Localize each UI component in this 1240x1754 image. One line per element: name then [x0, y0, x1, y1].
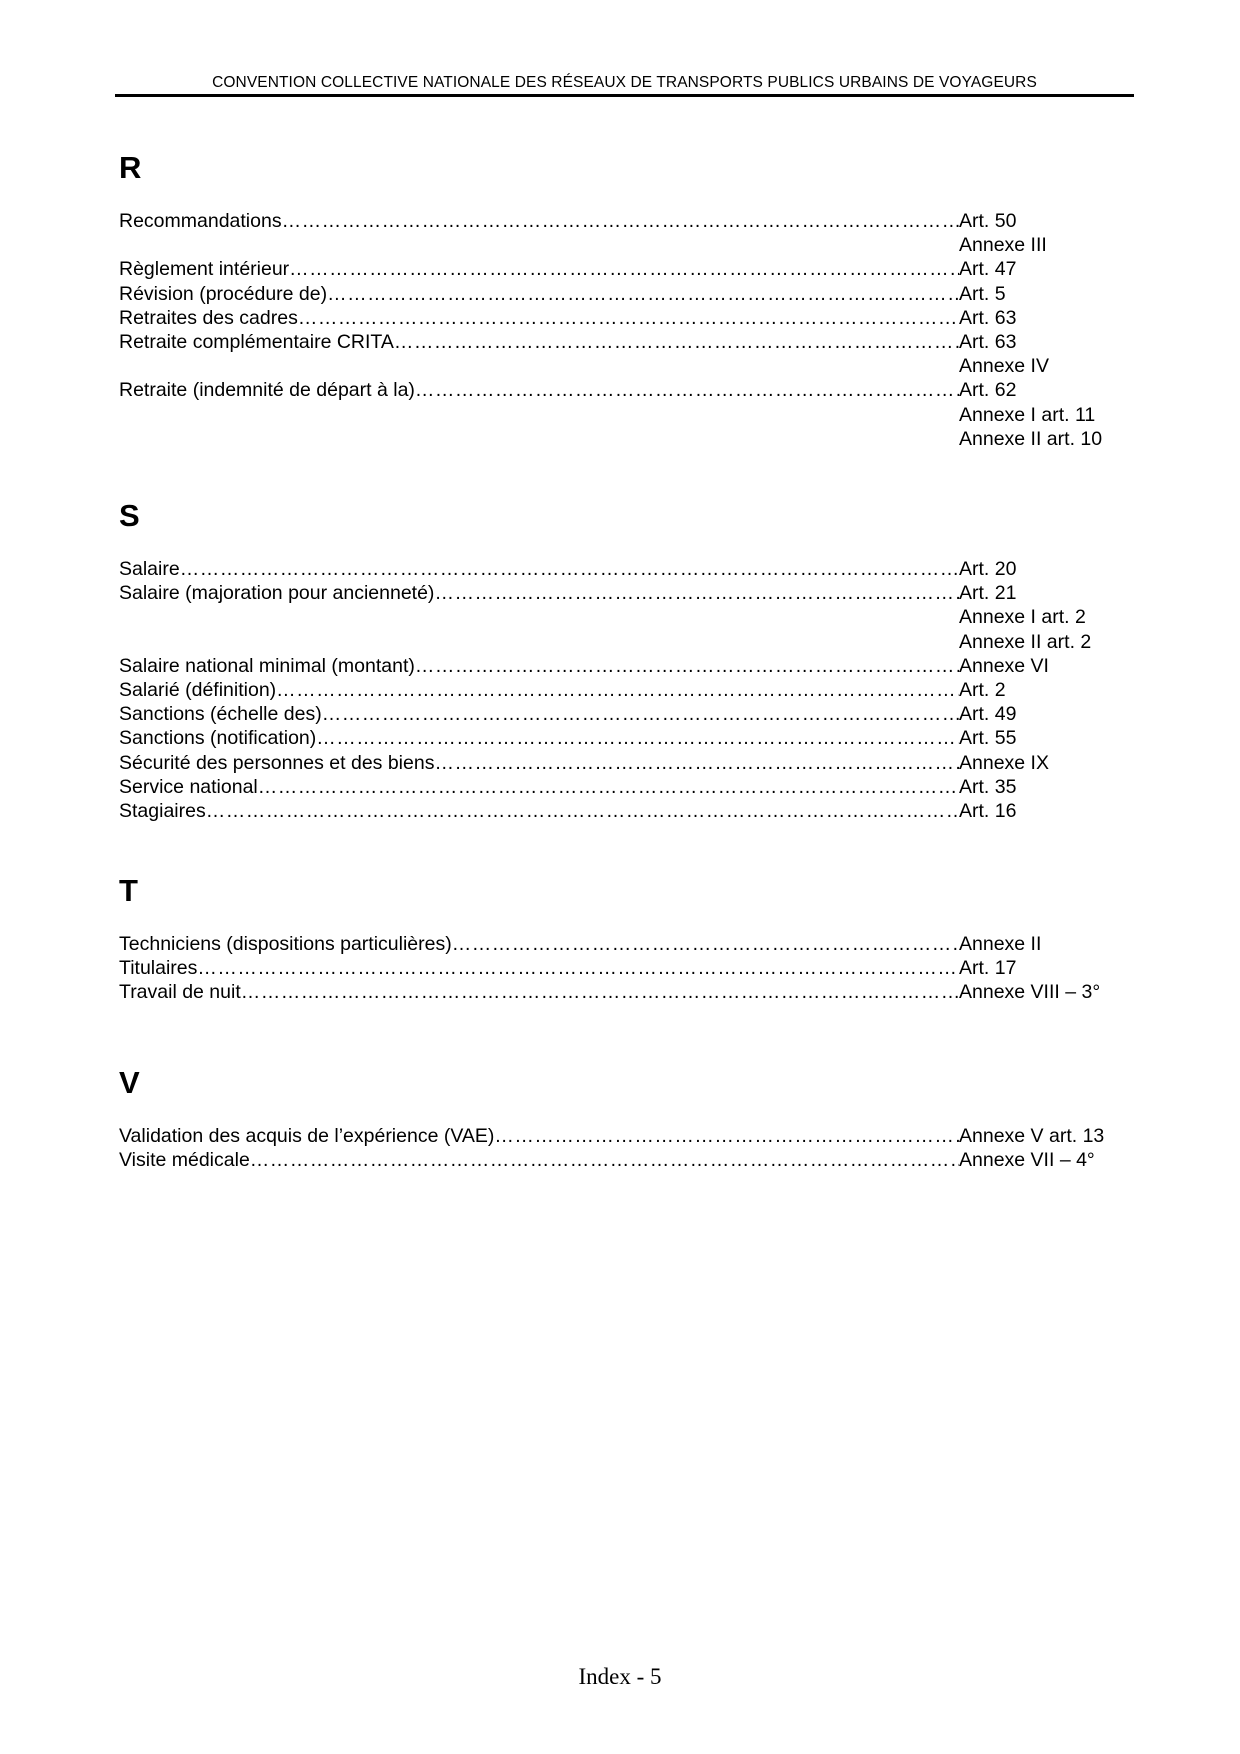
- entry-reference: Annexe II art. 10: [959, 427, 1103, 450]
- entry-reference: Annexe IV: [959, 355, 1049, 378]
- entry-term: Règlement intérieur: [119, 258, 290, 281]
- index-entries: [119, 557, 1119, 823]
- entry-reference: Art. 20: [959, 558, 1017, 580]
- index-entry: [119, 378, 1119, 402]
- entry-term: Sanctions (échelle des): [119, 703, 322, 726]
- entry-term: Recommandations: [119, 210, 282, 232]
- dot-leader: [415, 378, 959, 402]
- entry-reference: Art. 62: [959, 379, 1017, 402]
- entry-term: Service national: [119, 775, 258, 798]
- dot-leader: [415, 654, 959, 678]
- entry-reference: Art. 17: [959, 957, 1017, 980]
- index-entry: [119, 330, 1119, 354]
- entry-reference: Art. 49: [959, 703, 1017, 726]
- index-entry: [119, 581, 1119, 605]
- dot-leader: [180, 557, 959, 581]
- entry-term: Techniciens (dispositions particulières): [119, 933, 452, 955]
- entry-reference: Annexe II: [959, 933, 1042, 955]
- index-entry: [119, 282, 1119, 306]
- dot-leader: [258, 775, 959, 799]
- entry-reference: Annexe II art. 2: [959, 630, 1092, 653]
- entry-term: Révision (procédure de): [119, 282, 328, 305]
- dot-leader: [206, 799, 959, 823]
- index-entry: [119, 1148, 1119, 1172]
- entry-term: Visite médicale: [119, 1149, 250, 1172]
- entry-reference: Annexe III: [959, 234, 1047, 257]
- index-entry-continuation: [119, 630, 1119, 654]
- dot-leader: [452, 932, 959, 956]
- section-letter: R: [119, 150, 142, 185]
- index-entry: [119, 1124, 1119, 1148]
- index-section-t: [119, 871, 1119, 1005]
- dot-leader: [322, 702, 959, 726]
- entry-reference: Art. 16: [959, 799, 1017, 822]
- dot-leader: [394, 330, 959, 354]
- entry-reference: Art. 50: [959, 210, 1017, 232]
- entry-reference: Annexe I art. 2: [959, 606, 1086, 629]
- index-entry: [119, 726, 1119, 750]
- dot-leader: [434, 581, 959, 605]
- entry-reference: Art. 2: [959, 678, 1006, 701]
- dot-leader: [316, 726, 959, 750]
- entry-reference: Art. 55: [959, 727, 1017, 750]
- index-entry: [119, 702, 1119, 726]
- entry-term: Retraite (indemnité de départ à la): [119, 379, 415, 402]
- dot-leader: [250, 1148, 959, 1172]
- entry-reference: Annexe IX: [959, 751, 1049, 774]
- index-entry: [119, 956, 1119, 980]
- index-section-r: [119, 148, 1119, 451]
- index-entries: [119, 1124, 1119, 1172]
- entry-reference: Art. 63: [959, 330, 1017, 353]
- entry-reference: Art. 63: [959, 306, 1017, 329]
- entry-term: Salaire national minimal (montant): [119, 654, 415, 677]
- index-section-v: [119, 1063, 1119, 1172]
- index-entry-continuation: [119, 233, 1119, 257]
- index-entry: [119, 751, 1119, 775]
- dot-leader: [298, 306, 959, 330]
- index-entry-continuation: [119, 403, 1119, 427]
- entry-reference: Art. 5: [959, 282, 1006, 305]
- entry-reference: Annexe VI: [959, 654, 1049, 677]
- section-letter: S: [119, 498, 140, 533]
- entry-reference: Art. 21: [959, 582, 1017, 605]
- index-entry: [119, 257, 1119, 281]
- section-letter: T: [119, 873, 138, 908]
- index-entry: [119, 209, 1119, 233]
- index-entries: [119, 209, 1119, 451]
- dot-leader: [494, 1124, 959, 1148]
- entry-reference: Annexe V art. 13: [959, 1125, 1105, 1147]
- index-entries: [119, 932, 1119, 1005]
- index-entry: [119, 557, 1119, 581]
- dot-leader: [197, 956, 959, 980]
- entry-reference: Annexe I art. 11: [959, 403, 1096, 426]
- header-rule: [115, 94, 1134, 97]
- running-header: CONVENTION COLLECTIVE NATIONALE DES RÉSEAUX DE TRANSPORTS PUBLICS URBAINS DE VOYAGEURS: [212, 74, 1037, 91]
- entry-term: Titulaires: [119, 957, 198, 980]
- index-entry: [119, 932, 1119, 956]
- index-entry: [119, 654, 1119, 678]
- entry-reference: Annexe VIII – 3°: [959, 981, 1101, 1004]
- entry-term: Salaire: [119, 558, 180, 580]
- entry-reference: Art. 47: [959, 258, 1017, 281]
- index-entry: [119, 775, 1119, 799]
- entry-term: Validation des acquis de l’expérience (VAE): [119, 1125, 495, 1147]
- index-entry-continuation: [119, 427, 1119, 451]
- entry-term: Salaire (majoration pour ancienneté): [119, 582, 435, 605]
- entry-term: Travail de nuit: [119, 981, 241, 1004]
- dot-leader: [327, 282, 959, 306]
- index-entry: [119, 678, 1119, 702]
- entry-reference: Annexe VII – 4°: [959, 1149, 1095, 1172]
- dot-leader: [241, 980, 959, 1004]
- entry-term: Retraites des cadres: [119, 306, 298, 329]
- entry-term: Sanctions (notification): [119, 727, 317, 750]
- dot-leader: [276, 678, 959, 702]
- entry-term: Stagiaires: [119, 799, 206, 822]
- entry-term: Salarié (définition): [119, 678, 277, 701]
- dot-leader: [282, 209, 959, 233]
- index-entry-continuation: [119, 354, 1119, 378]
- entry-term: Sécurité des personnes et des biens: [119, 751, 435, 774]
- entry-term: Retraite complémentaire CRITA: [119, 330, 394, 353]
- entry-reference: Art. 35: [959, 775, 1017, 798]
- dot-leader: [434, 751, 959, 775]
- section-letter: V: [119, 1065, 140, 1100]
- index-entry: [119, 799, 1119, 823]
- dot-leader: [289, 257, 959, 281]
- index-entry: [119, 306, 1119, 330]
- index-section-s: [119, 496, 1119, 823]
- index-entry: [119, 980, 1119, 1004]
- page-number: Index - 5: [578, 1664, 662, 1689]
- index-entry-continuation: [119, 605, 1119, 629]
